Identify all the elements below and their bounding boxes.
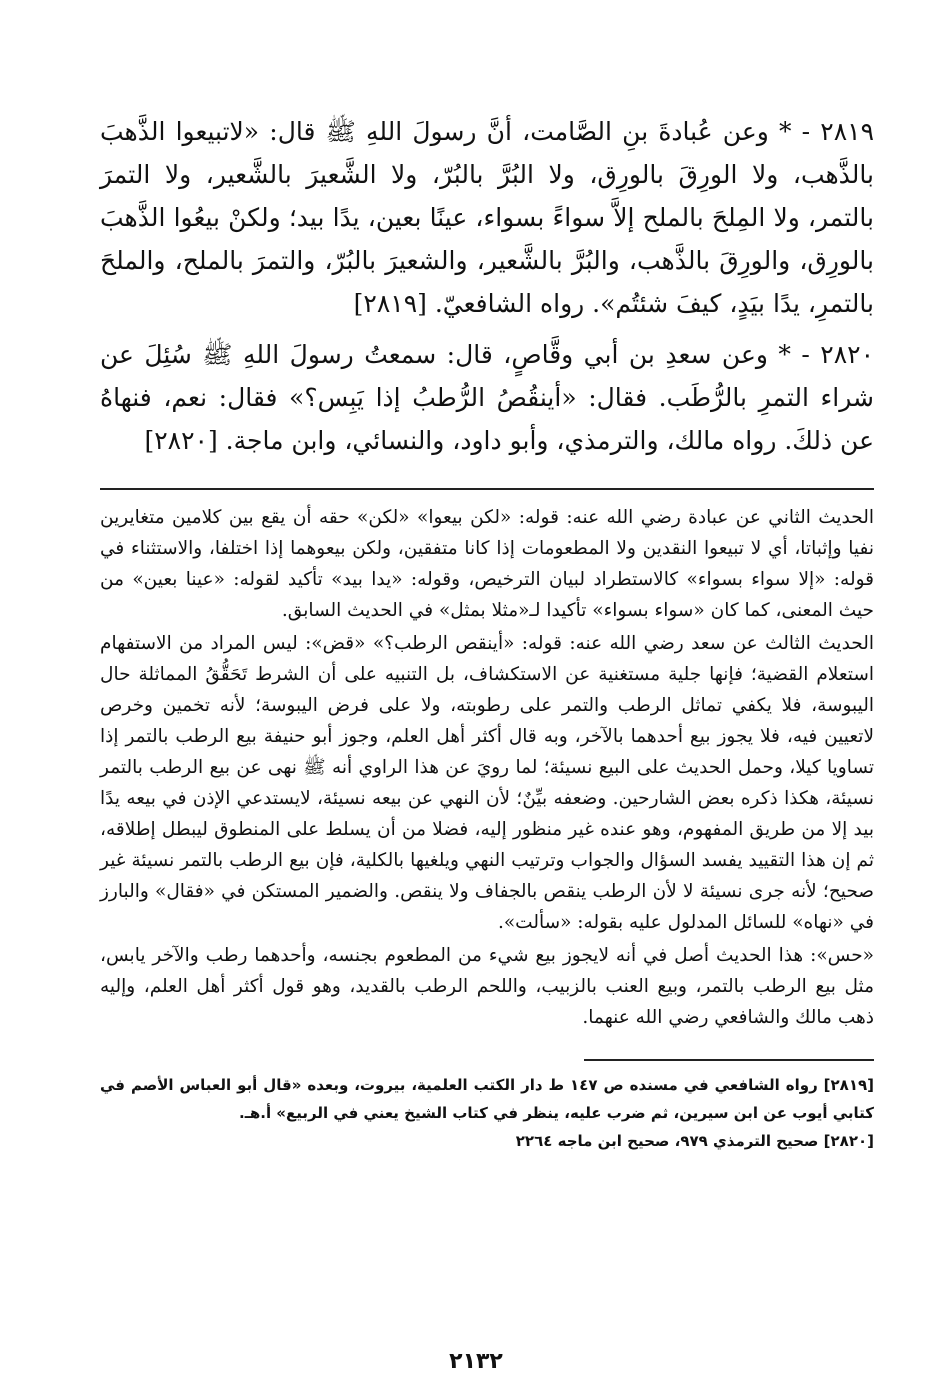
footnote-divider [584,1059,874,1061]
document-page [100,110,874,1388]
footnote-2819: [٢٨١٩] رواه الشافعي في مسنده ص ١٤٧ ط دار الكتب العلمية، بيروت، وبعده «قال أبو العباس الأصم في كتابي أيوب عن ابن سيرين، ثم ضرب عليه، ينظر في كتاب الشيخ يعني في الربيع» أ.هـ. [100,1076,874,1122]
page-number: ٢١٣٢ [449,1349,503,1374]
commentary-paragraph: «حس»: هذا الحديث أصل في أنه لايجوز بيع شيء من المطعوم بجنسه، وأحدهما رطب والآخر يابس، مثل بيع الرطب بالتمر، وبيع العنب بالزبيب، واللحم الرطب بالقديد، وهو قول أكثر أهل العلم، وإليه ذهب مالك والشافعي رضي الله عنهما. [100,945,874,1028]
commentary-section [100,502,874,1033]
section-divider [100,488,874,490]
footnote-2820: [٢٨٢٠] صحيح الترمذي ٩٧٩، صحيح ابن ماجه ٢٢٦٤ [515,1132,874,1150]
footnotes-section [100,1071,874,1155]
hadith-section [100,110,874,462]
commentary-paragraph: الحديث الثاني عن عبادة رضي الله عنه: قوله: «لكن بيعوا» «لكن» حقه أن يقع بين كلامين متغايرين نفيا وإثباتا، أي لا تبيعوا النقدين ولا المطعومات إذا كانا متفقين، ولكن بيعوهما إذا اختلفا، والاستثناء في قوله: «إلا سواء بسواء» كالاستطراد لبيان الترخيص، وقوله: «يدا بيد» تأكيد لقوله: «عينا بعين» من حيث المعنى، كما كان «سواء بسواء» تأكيدا لـ«مثلا بمثل» في الحديث السابق. [100,507,874,621]
hadith-2820: ٢٨٢٠ - * وعن سعدِ بن أبي وقَّاصٍ، قال: سمعتُ رسولَ اللهِ ﷺ سُئِلَ عن شراء التمرِ بالرُّطَب. فقال: «أينقُصُ الرُّطبُ إذا يَبِس؟» فقال: نعم، فنهاهُ عن ذلكَ. رواه مالك، والترمذي، وأبو داود، والنسائي، وابن ماجة. [٢٨٢٠] [100,340,874,455]
hadith-2819: ٢٨١٩ - * وعن عُبادةَ بنِ الصَّامت، أنَّ رسولَ اللهِ ﷺ قال: «لاتبيعوا الذَّهبَ بالذَّهب، ولا الورِقَ بالورِق، ولا البُرَّ بالبُرّ، ولا الشَّعيرَ بالشَّعير، ولا التمرَ بالتمر، ولا المِلحَ بالملح إلاَّ سواءً بسواء، عينًا بعين، يدًا بيد؛ ولكنْ بيعُوا الذَّهبَ بالورِق، والورِقَ بالذَّهب، والبُرَّ بالشَّعير، والشعيرَ بالبُرّ، والتمرَ بالملح، والملحَ بالتمرِ، يدًا بيَدٍ، كيفَ شئتُم». رواه الشافعيّ. [٢٨١٩] [100,117,874,318]
commentary-paragraph: الحديث الثالث عن سعد رضي الله عنه: قوله: «أينقص الرطب؟» «قض»: ليس المراد من الاستفهام استعلام القضية؛ فإنها جلية مستغنية عن الاستكشاف، بل التنبيه على أن الشرط تَحَقُّقُ المماثلة حال اليبوسة، فلا يكفي تماثل الرطب والتمر على رطوبته، ولا على فرض اليبوسة؛ لأنه تخمين وخرص لاتعيين فيه، فلا يجوز بيع أحدهما بالآخر، وبه قال أكثر أهل العلم، وجوز أبو حنيفة بيع الرطب بالتمر إذا تساويا كيلا، وحمل الحديث على البيع نسيئة؛ لما رويَ عن هذا الراوي أنه ﷺ نهى عن بيع الرطب بالتمر نسيئة، هكذا ذكره بعض الشارحين. وضعفه بيِّنٌ؛ لأن النهي عن بيعه نسيئة، لايستدعي الإذن في بيعه يدًا بيد إلا من طريق المفهوم، وهو عنده غير منظور إليه، فضلا من أن يسلط على المنطوق ليبطل إطلاقه، ثم إن هذا التقييد يفسد السؤال والجواب وترتيب النهي ويلغيها بالكلية، فإن بيع الرطب بالتمر نسيئة غير صحيح؛ لأنه جرى نسيئة لا لأن الرطب ينقص بالجفاف ولا ينقص. والضمير المستكن في «فقال» والبارز في «نهاه» للسائل المدلول عليه بقوله: «سألت». [100,633,874,933]
